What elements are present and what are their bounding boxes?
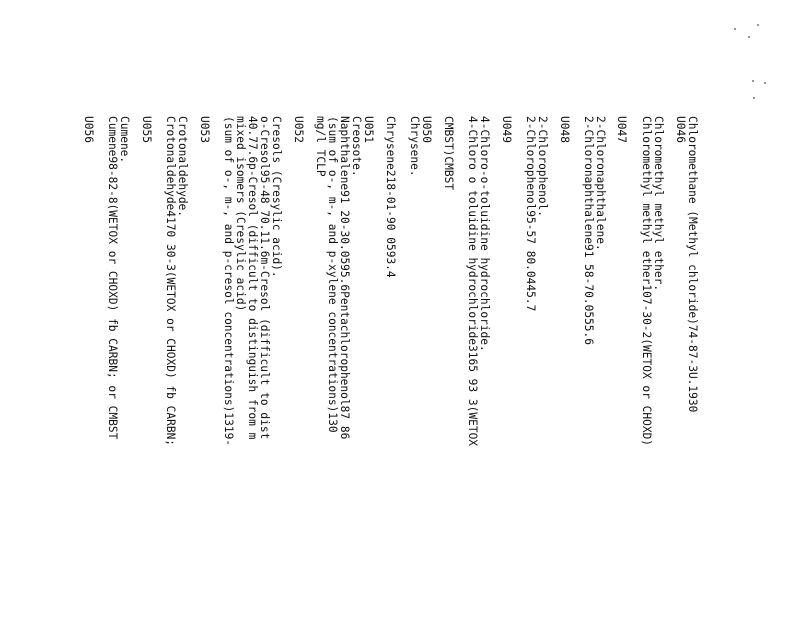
scan-speck bbox=[748, 36, 750, 38]
text-line: U050 bbox=[420, 116, 433, 143]
text-line: o-Cresol95-48 70.11.6m-Cresol (difficult to dist bbox=[258, 116, 271, 440]
text-line: Crotonaldehyde. bbox=[176, 116, 189, 218]
text-line: 2-Chlorophenol95-57 80.0445.7 bbox=[524, 116, 537, 312]
scan-speck bbox=[752, 80, 754, 82]
text-line: (sum of o-, m-, and p-cresol concentrations)1319- bbox=[222, 116, 235, 447]
scan-speck bbox=[734, 28, 736, 30]
text-line: Chrysene218-01-90 0593.4 bbox=[384, 116, 397, 278]
text-line: U053 bbox=[198, 116, 211, 143]
text-line: Cumene98-82-8(WETOX or CHOXD) fb CARBN; or CMBST bbox=[106, 116, 119, 440]
text-line: Cumene. bbox=[118, 116, 131, 164]
text-line: Chloromethyl methyl ether. bbox=[652, 116, 665, 292]
text-line: U046 bbox=[674, 116, 687, 143]
text-line: 2-Chlorophenol. bbox=[536, 116, 549, 218]
text-line: Crotonaldehyde4170 30-3(WETOX or CHOXD) fb CARBN; bbox=[164, 116, 177, 447]
text-line: U051 bbox=[362, 116, 375, 143]
scan-speck bbox=[764, 82, 766, 84]
text-line: mixed isomers (Cresylic acid) bbox=[234, 116, 247, 312]
text-line: U048 bbox=[558, 116, 571, 143]
text-line: mg/l TCLP bbox=[314, 116, 327, 177]
text-line: Chloromethane (Methyl chloride)74-87-3U.1930 bbox=[686, 116, 699, 413]
scan-speck bbox=[757, 24, 759, 26]
text-line: U049 bbox=[500, 116, 513, 143]
text-line: Cresols (Cresylic acid). bbox=[270, 116, 283, 278]
text-line: Chrysene. bbox=[408, 116, 421, 177]
text-line: U047 bbox=[615, 116, 628, 143]
text-line: Naphthalene91 20-30.0595.6Pentachlorophenol87 86 bbox=[338, 116, 351, 440]
text-line: Creosote. bbox=[350, 116, 363, 177]
text-line: 2-Chloronaphthalene. bbox=[594, 116, 607, 251]
text-line: 4-Chloro o toluidine hydrochloride3165 93 3(WETOX bbox=[466, 116, 479, 447]
text-line: U055 bbox=[140, 116, 153, 143]
text-line: 40.77.6p-Cresol (difficult to distinguish from m bbox=[246, 116, 259, 440]
text-line: U056 bbox=[82, 116, 95, 143]
text-line: CMBST)CMBST bbox=[442, 116, 455, 191]
text-line: (sum of o-, m-, and p-xylene concentrations)130 bbox=[326, 116, 339, 433]
text-line: Chloromethyl methyl ether107-30-2(WETOX or CHOXD) bbox=[640, 116, 653, 447]
scan-speck bbox=[753, 97, 755, 99]
text-line: 4-Chloro-o-toluidine hydrochloride. bbox=[478, 116, 491, 352]
text-line: U052 bbox=[292, 116, 305, 143]
text-line: 2-Chloronaphthalene91 58-70.0555.6 bbox=[582, 116, 595, 346]
